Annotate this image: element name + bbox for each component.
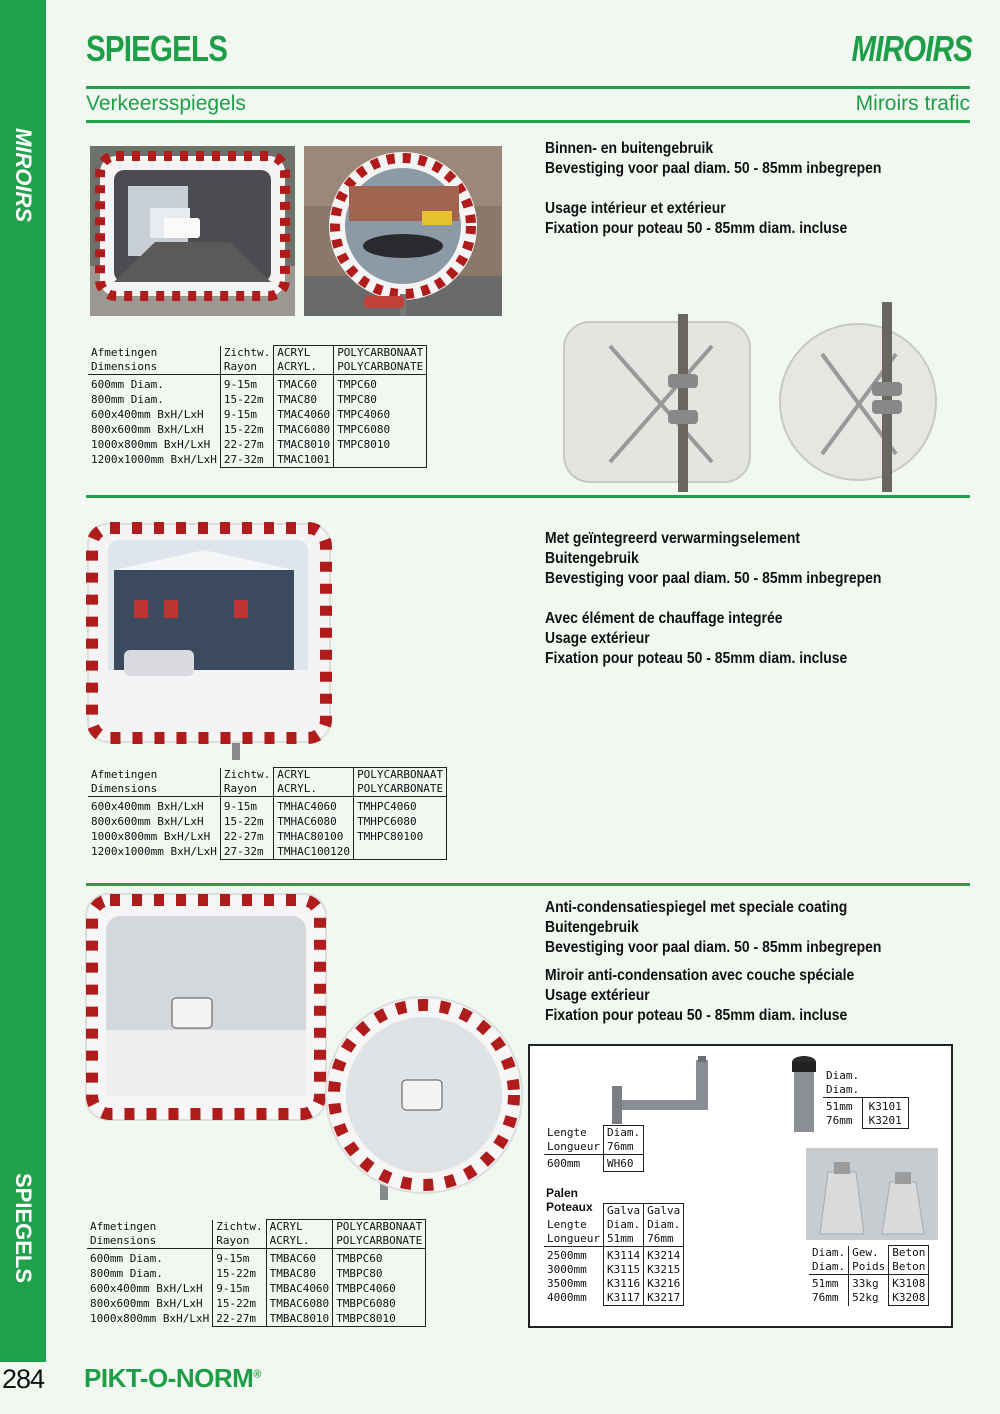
desc-line: Miroir anti-condensation avec couche spéciale xyxy=(545,967,855,984)
table-row: 1000x800mm BxH/LxH 22-27m TMAC8010 TMPC8010 xyxy=(88,437,427,452)
table-row: 800x600mm BxH/LxH 15-22m TMAC6080 TMPC6080 xyxy=(88,422,427,437)
photo-rect-mirror-tunnel xyxy=(90,146,295,316)
table-row: 2500mm K3114 K3214 xyxy=(544,1247,684,1264)
poles-header-76: Galva Diam. 76mm xyxy=(644,1204,684,1247)
page-title-nl: SPIEGELS xyxy=(86,28,228,69)
section2-spec-table xyxy=(88,767,447,860)
table-row: 600x400mm BxH/LxH 9-15m TMHAC4060 TMHPC4060 xyxy=(88,797,447,815)
col-header-dimensions: Afmetingen Dimensions xyxy=(87,1220,213,1249)
desc-line: Met geïntegreerd verwarmingselement xyxy=(545,530,801,547)
bases-header-beton: Beton Beton xyxy=(889,1246,929,1275)
table-row: 800mm Diam. 15-22m TMAC80 TMPC80 xyxy=(88,392,427,407)
desc-line: Bevestiging voor paal diam. 50 - 85mm inbegrepen xyxy=(545,939,882,956)
poles-header-51: Galva Diam. 51mm xyxy=(603,1204,643,1247)
desc-line: Binnen- en buitengebruik xyxy=(545,140,714,157)
desc-line: Usage extérieur xyxy=(545,630,650,647)
desc-line: Buitengebruik xyxy=(545,919,639,936)
page-title-fr: MIROIRS xyxy=(851,28,972,69)
table-row: 600x400mm BxH/LxH 9-15m TMAC4060 TMPC4060 xyxy=(88,407,427,422)
brand-logo: PIKT-O-NORM® xyxy=(84,1363,261,1393)
table-row: 800x600mm BxH/LxH 15-22m TMHAC6080 TMHPC6080 xyxy=(88,814,447,829)
poles-title: Palen Poteaux xyxy=(546,1186,593,1214)
table-row: 1200x1000mm BxH/LxH 27-32m TMAC1001 xyxy=(88,452,427,468)
photo-anti-condensation-mirrors xyxy=(84,890,529,1200)
desc-line: Usage intérieur et extérieur xyxy=(545,200,726,217)
col-header-acryl: ACRYL ACRYL. xyxy=(266,1220,333,1249)
section2-description xyxy=(545,529,881,669)
bracket-header-length: Lengte Longueur xyxy=(547,1125,600,1153)
section-divider xyxy=(86,883,970,886)
table-row: 800mm Diam. 15-22m TMBAC80 TMBPC80 xyxy=(87,1266,426,1281)
table-row: 4000mm K3117 K3217 xyxy=(544,1291,684,1306)
desc-line: Bevestiging voor paal diam. 50 - 85mm inbegrepen xyxy=(545,160,882,177)
bases-header-weight: Gew. Poids xyxy=(849,1246,889,1275)
table-row: 76mm K3201 xyxy=(823,1114,908,1129)
concrete-base-photo xyxy=(806,1148,938,1240)
col-header-acryl: ACRYL ACRYL. xyxy=(274,346,334,375)
sidebar-label-miroirs: MIROIRS xyxy=(11,127,36,223)
photo-mirror-backs-with-bracket xyxy=(560,302,960,492)
col-header-acryl: ACRYL ACRYL. xyxy=(274,768,354,797)
sidebar-label-spiegels: SPIEGELS xyxy=(11,1172,36,1284)
table-row: 1000x800mm BxH/LxH 22-27m TMHAC80100 TMHPC80100 xyxy=(88,829,447,844)
table-row: 76mm 52kg K3208 xyxy=(809,1291,929,1306)
table-row: 600mm Diam. 9-15m TMAC60 TMPC60 xyxy=(88,375,427,393)
photo-round-mirror-street xyxy=(304,146,502,316)
poles-table xyxy=(544,1203,684,1306)
subtitle-divider xyxy=(86,120,970,123)
pole-cap-illustration xyxy=(790,1054,820,1134)
bases-header-diam: Diam. Diam. xyxy=(812,1245,846,1273)
table-row: 51mm K3101 xyxy=(823,1098,908,1115)
desc-line: Fixation pour poteau 50 - 85mm diam. incluse xyxy=(545,1007,848,1024)
section1-spec-table xyxy=(88,345,427,468)
page-number: 284 xyxy=(2,1364,45,1394)
desc-line: Fixation pour poteau 50 - 85mm diam. incluse xyxy=(545,650,848,667)
desc-line: Buitengebruik xyxy=(545,550,639,567)
table-row: 1000x800mm BxH/LxH 22-27m TMBAC8010 TMBPC8010 xyxy=(87,1311,426,1327)
desc-line: Avec élément de chauffage integrée xyxy=(545,610,783,627)
subtitle-nl: Verkeersspiegels xyxy=(86,92,246,115)
bracket-length: 600mm xyxy=(544,1155,603,1172)
bracket-table xyxy=(544,1125,644,1172)
section3-spec-table xyxy=(87,1219,426,1327)
accessories-box xyxy=(528,1044,953,1328)
table-row: 3000mm K3115 K3215 xyxy=(544,1263,684,1277)
table-row: 800x600mm BxH/LxH 15-22m TMBAC6080 TMBPC6080 xyxy=(87,1296,426,1311)
photo-heated-mirror-snow xyxy=(84,510,334,760)
table-row: 600mm Diam. 9-15m TMBAC60 TMBPC60 xyxy=(87,1249,426,1267)
section3-description xyxy=(545,898,881,1026)
table-row: 3500mm K3116 K3216 xyxy=(544,1277,684,1291)
section-divider xyxy=(86,495,970,498)
section1-description xyxy=(545,139,881,239)
cap-header: Diam. Diam. xyxy=(826,1069,860,1096)
bases-table xyxy=(809,1245,929,1306)
desc-line: Bevestiging voor paal diam. 50 - 85mm inbegrepen xyxy=(545,570,882,587)
poles-header-length: Lengte Longueur xyxy=(547,1218,600,1245)
desc-line: Fixation pour poteau 50 - 85mm diam. incluse xyxy=(545,220,848,237)
subtitle-fr: Miroirs trafic xyxy=(855,92,970,115)
col-header-dimensions: Afmetingen Dimensions xyxy=(88,768,220,797)
title-divider xyxy=(86,86,970,89)
col-header-range: Zichtw. Rayon xyxy=(220,768,273,797)
col-header-dimensions: Afmetingen Dimensions xyxy=(88,346,220,375)
table-row: 600x400mm BxH/LxH 9-15m TMBAC4060 TMBPC4060 xyxy=(87,1281,426,1296)
col-header-range: Zichtw. Rayon xyxy=(213,1220,266,1249)
col-header-polycarbonate: POLYCARBONAAT POLYCARBONATE xyxy=(354,768,447,797)
col-header-range: Zichtw. Rayon xyxy=(220,346,273,375)
desc-line: Usage extérieur xyxy=(545,987,650,1004)
wall-bracket-illustration xyxy=(608,1056,718,1130)
bracket-header-diam: Diam. 76mm xyxy=(603,1126,643,1155)
desc-line: Anti-condensatiespiegel met speciale coating xyxy=(545,899,848,916)
bracket-code: WH60 xyxy=(603,1155,643,1172)
table-row: 1200x1000mm BxH/LxH 27-32m TMHAC100120 xyxy=(88,844,447,860)
cap-table xyxy=(823,1069,909,1129)
col-header-polycarbonate: POLYCARBONAAT POLYCARBONATE xyxy=(333,1220,426,1249)
col-header-polycarbonate: POLYCARBONAAT POLYCARBONATE xyxy=(334,346,427,375)
table-row: 51mm 33kg K3108 xyxy=(809,1275,929,1292)
